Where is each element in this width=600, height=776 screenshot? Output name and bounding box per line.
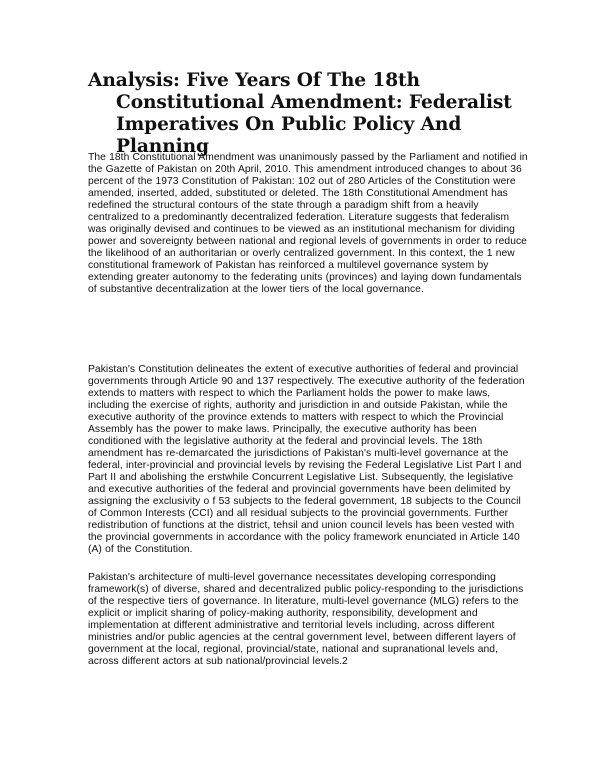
paragraph-constitution: Pakistan's Constitution delineates the extent of executive authorities of federal and provincial governments through Article 90 and 137 respectively. The executive authority of the federation extends to matters with respect to which the Parliament holds the power to make laws, including the exercise of rights, authority and jurisdiction in and outside Pakistan, while the executive authority of the province extends to matters with respect to which the Provincial Assembly has the power to make laws. Principally, the executive authority has been conditioned with the legislative authority at the federal and provincial levels. The 18th amendment has re-demarcated the jurisdictions of Pakistan's multi-level governance at the federal, inter-provincial and provincial levels by revising the Federal Legislative List Part I and Part II and abolishing the erstwhile Concurrent Legislative List. Subsequently, the legislative and executive authorities of the federal and provincial governments have been delimited by assigning the exclusivity o f 53 subjects to the federal government, 18 subjects to the Council of Common Interests (CCI) and all residual subjects to the provincial governments. Further redistribution of functions at the district, tehsil and union council levels has been vested with the provincial governments in accordance with the policy framework enunciated in Article 140 (A) of the Constitution. [88, 364, 525, 555]
paragraph-intro: The 18th Constitutional Amendment was unanimously passed by the Parliament and notified in the Gazette of Pakistan on 20th April, 2010. This amendment introduced changes to about 36 percent of the 1973 Constitution of Pakistan: 102 out of 280 Articles of the Constitution were amended, inserted, added, substituted or deleted. The 18th Constitutional Amendment has redefined the structural contours of the state through a paradigm shift from a heavily centralized to a predominantly decentralized federation. Literature suggests that federalism was originally devised and continues to be viewed as an institutional mechanism for dividing power and sovereignty between national and regional levels of governments in order to reduce the likelihood of an authoritarian or overly centralized government. In this context, the 1 new constitutional framework of Pakistan has reinforced a multilevel governance system by extending greater autonomy to the federating units (provinces) and laying down fundamentals of substantive decentralization at the lower tiers of the local governance. [88, 152, 528, 295]
article-title: Analysis: Five Years Of The 18th Constitutional Amendment: Federalist Imperatives On Public Policy And Planning [88, 70, 512, 157]
paragraph-multilevel-governance: Pakistan's architecture of multi-level governance necessitates developing corresponding framework(s) of diverse, shared and decentralized public policy-responding to the jurisdictions of the respective tiers of governance. In literature, multi-level governance (MLG) refers to the explicit or implicit sharing of policy-making authority, responsibility, development and implementation at different administrative and territorial levels including, across different ministries and/or public agencies at the central government level, between different layers of government at the local, regional, provincial/state, national and supranational levels and, across different actors at sub national/provincial levels.2 [88, 572, 524, 667]
